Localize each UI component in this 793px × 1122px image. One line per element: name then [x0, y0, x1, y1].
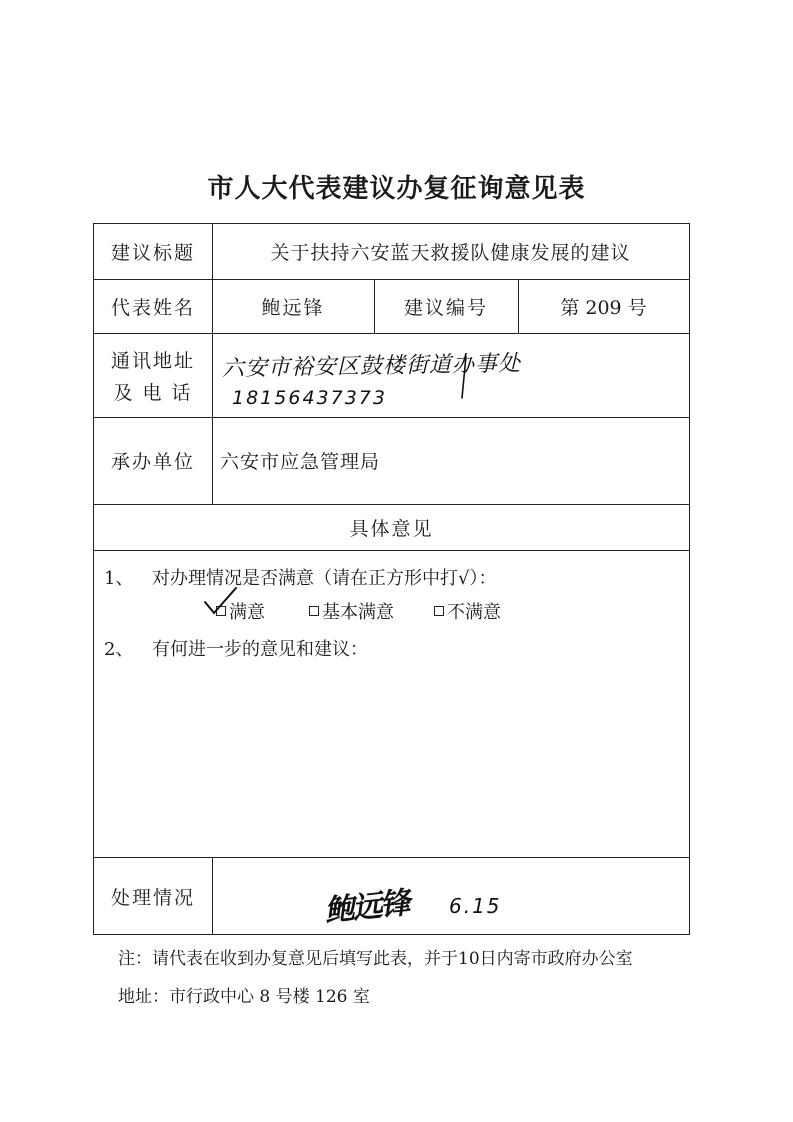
- handling-label: 处理情况: [110, 886, 195, 909]
- address-label-line2: 及 电 话: [113, 382, 193, 404]
- number-value: 第 209 号: [560, 296, 647, 319]
- handwritten-date: 6.15: [449, 894, 502, 918]
- note-line-2: 地址：市行政中心 8 号楼 126 室: [118, 987, 370, 1007]
- topic-value: 关于扶持六安蓝天救援队健康发展的建议: [270, 242, 631, 264]
- q1-number: 1、: [104, 568, 134, 589]
- handwritten-signature: 鲍远锋: [322, 885, 410, 930]
- option-satisfied-label: 满意: [229, 602, 265, 623]
- opinion-header: 具体意见: [349, 517, 434, 540]
- name-label: 代表姓名: [110, 296, 195, 319]
- q2-text: 有何进一步的意见和建议：: [152, 639, 368, 660]
- note-line-1: 注：请代表在收到办复意见后填写此表，并于10日内寄市政府办公室: [118, 949, 633, 969]
- number-label: 建议编号: [403, 296, 488, 319]
- q2-number: 2、: [104, 639, 134, 660]
- unit-label: 承办单位: [110, 451, 195, 473]
- topic-label: 建议标题: [110, 242, 195, 264]
- name-value: 鲍远锋: [261, 296, 325, 319]
- option-basically-satisfied-label: 基本满意: [322, 602, 394, 623]
- handwritten-address: 六安市裕安区鼓楼街道办事处: [221, 351, 522, 382]
- address-label-line1: 通讯地址: [110, 350, 195, 372]
- page-title: 市人大代表建议办复征询意见表: [207, 174, 586, 204]
- handwritten-phone: 18156437373: [232, 387, 387, 409]
- option-not-satisfied-label: 不满意: [447, 602, 501, 623]
- unit-value: 六安市应急管理局: [220, 451, 381, 473]
- q1-text: 对办理情况是否满意（请在正方形中打√）：: [152, 568, 497, 589]
